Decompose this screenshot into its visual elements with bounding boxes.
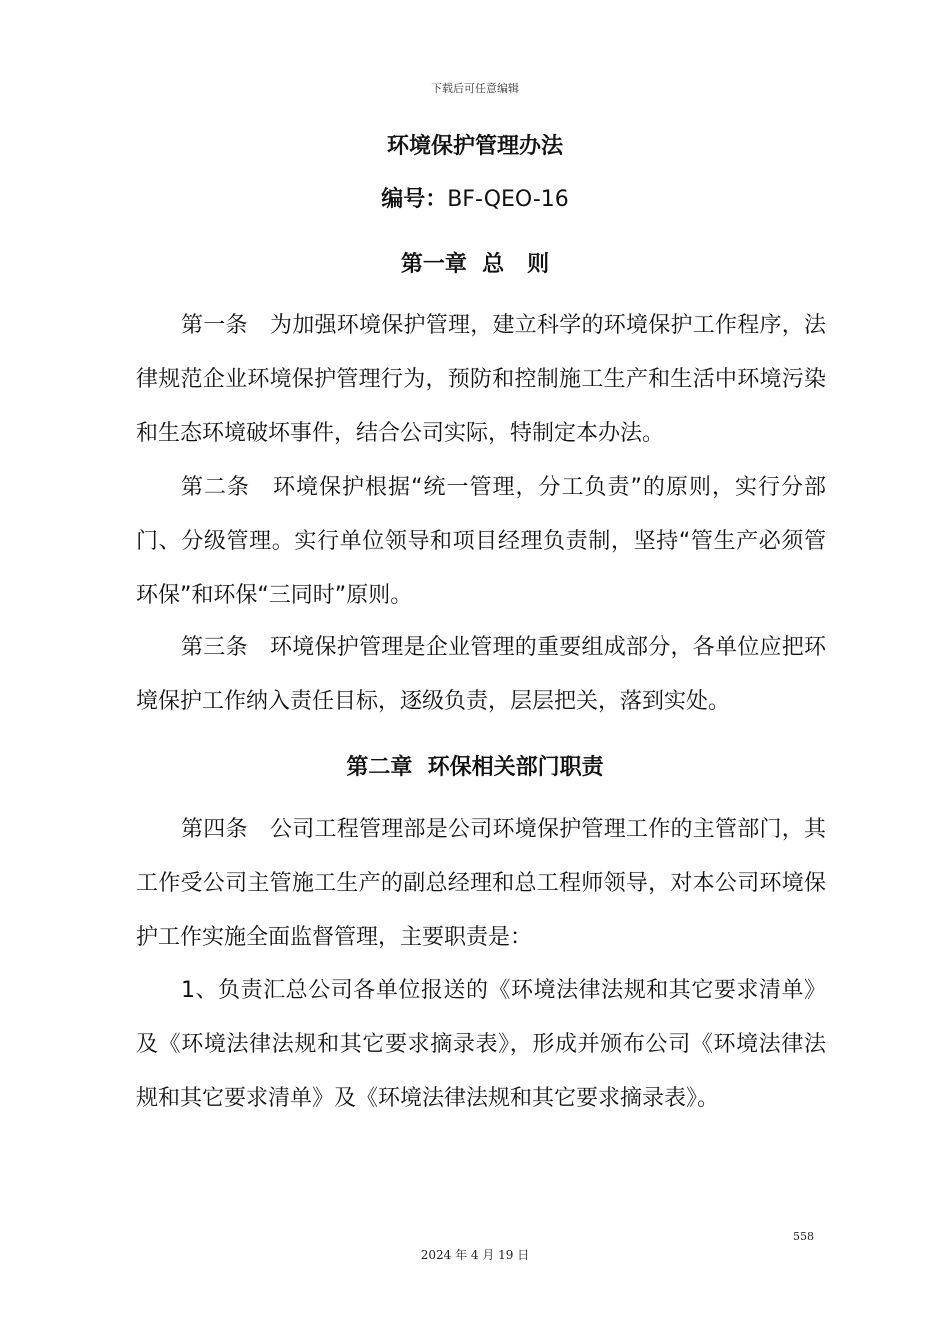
document-code-value: BF-QEO-16	[447, 187, 569, 212]
document-title: 环境保护管理办法	[386, 134, 563, 159]
document-code	[0, 182, 950, 213]
article-2-paragraph: 第二条 环境保护根据“统一管理，分工负责”的原则，实行分部门、分级管理。实行单位领导和项目经理负责制，坚持“管生产必须管环保”和环保“三同时”原则。	[136, 475, 826, 608]
article-3-paragraph: 第三条 环境保护管理是企业管理的重要组成部分，各单位应把环境保护工作纳入责任目标，逐级负责，层层把关，落到实处。	[136, 635, 826, 714]
article-1-paragraph: 第一条 为加强环境保护管理，建立科学的环境保护工作程序，法律规范企业环境保护管理行为，预防和控制施工生产和生活中环境污染和生态环境破坏事件，结合公司实际，特制定本办法。	[136, 313, 826, 446]
article-4-paragraph: 第四条 公司工程管理部是公司环境保护管理工作的主管部门，其工作受公司主管施工生产的副总经理和总工程师领导，对本公司环境保护工作实施全面监督管理，主要职责是：	[136, 817, 826, 950]
download-note: 下载后可任意编辑	[431, 82, 519, 95]
page-number: 558	[793, 1230, 814, 1243]
chapter-1-heading: 第一章 总 则	[400, 252, 550, 277]
chapter-2-heading: 第二章 环保相关部门职责	[346, 755, 604, 780]
article-4-item-1: 1、负责汇总公司各单位报送的《环境法律法规和其它要求清单》及《环境法律法规和其它要求摘录表》，形成并颁布公司《环境法律法规和其它要求清单》及《环境法律法规和其它要求摘录表》。	[136, 978, 826, 1111]
footer-date: 2024 年 4 月 19 日	[420, 1248, 530, 1262]
document-code-label: 编号：	[381, 187, 448, 212]
